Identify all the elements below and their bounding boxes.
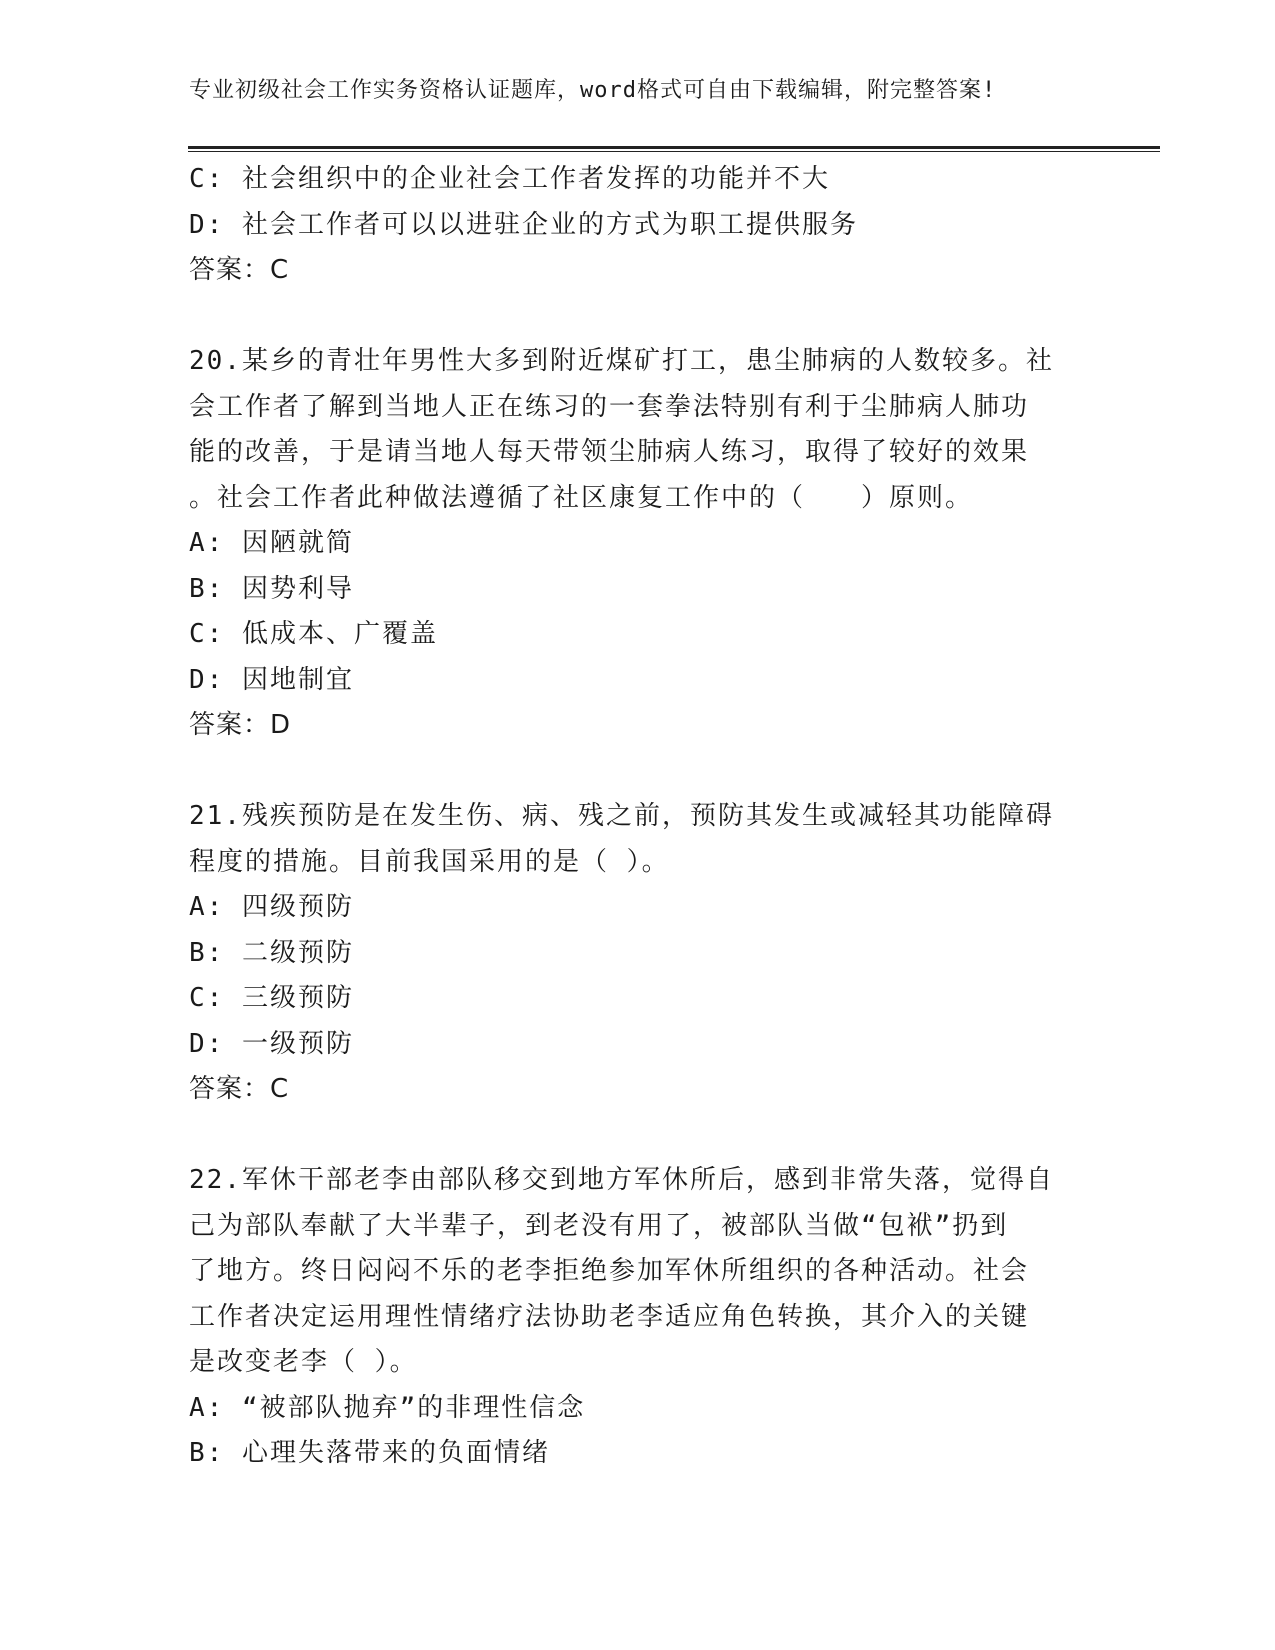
spacer (189, 294, 1089, 340)
q20-stem-line: 20.某乡的青壮年男性大多到附近煤矿打工，患尘肺病的人数较多。社 (189, 346, 1054, 376)
q21-option-c: C: 三级预防 (189, 983, 354, 1013)
q20-stem-line: 能的改善，于是请当地人每天带领尘肺病人练习，取得了较好的效果 (189, 437, 1030, 467)
q20-stem-line: 会工作者了解到当地人正在练习的一套拳法特别有利于尘肺病人肺功 (189, 391, 1030, 422)
page-header: 专业初级社会工作实务资格认证题库，word格式可自由下载编辑，附完整答案! (189, 78, 997, 103)
q21-option-d: D: 一级预防 (189, 1028, 354, 1059)
spacer (189, 1113, 1089, 1159)
q22-stem-line: 22.军休干部老李由部队移交到地方军休所后，感到非常失落，觉得自 (189, 1165, 1054, 1195)
q20-option-b: B: 因势利导 (189, 573, 354, 604)
q22-stem-line: 工作者决定运用理性情绪疗法协助老李适应角色转换，其介入的关键 (189, 1301, 1030, 1332)
q22-option-b: B: 心理失落带来的负面情绪 (189, 1438, 550, 1468)
q20-stem-line: 。社会工作者此种做法遵循了社区康复工作中的（ ）原则。 (189, 482, 974, 513)
spacer (189, 749, 1089, 795)
header-rule-thick (188, 146, 1160, 149)
q21-stem-line: 程度的措施。目前我国采用的是（ ）。 (189, 846, 670, 877)
q19-option-c: C: 社会组织中的企业社会工作者发挥的功能并不大 (189, 164, 830, 194)
q20-answer: 答案：D (189, 710, 292, 740)
q20-option-a: A: 因陋就简 (189, 528, 354, 558)
header-rule-thin (188, 151, 1160, 152)
q22-stem-line: 己为部队奉献了大半辈子，到老没有用了，被部队当做“包袱”扔到 (189, 1210, 1009, 1241)
q21-answer: 答案：C (189, 1074, 290, 1104)
q22-option-a: A: “被部队抛弃”的非理性信念 (189, 1392, 586, 1423)
q19-answer: 答案：C (189, 255, 290, 285)
q20-option-d: D: 因地制宜 (189, 664, 354, 695)
q21-stem-line: 21.残疾预防是在发生伤、病、残之前，预防其发生或减轻其功能障碍 (189, 801, 1054, 831)
question-content (189, 157, 1089, 1477)
q21-option-b: B: 二级预防 (189, 937, 354, 968)
q22-stem-line: 是改变老李（ ）。 (189, 1347, 418, 1377)
q21-option-a: A: 四级预防 (189, 892, 354, 922)
q19-option-d: D: 社会工作者可以以进驻企业的方式为职工提供服务 (189, 209, 858, 240)
q22-stem-line: 了地方。终日闷闷不乐的老李拒绝参加军休所组织的各种活动。社会 (189, 1256, 1030, 1286)
q20-option-c: C: 低成本、广覆盖 (189, 619, 438, 649)
